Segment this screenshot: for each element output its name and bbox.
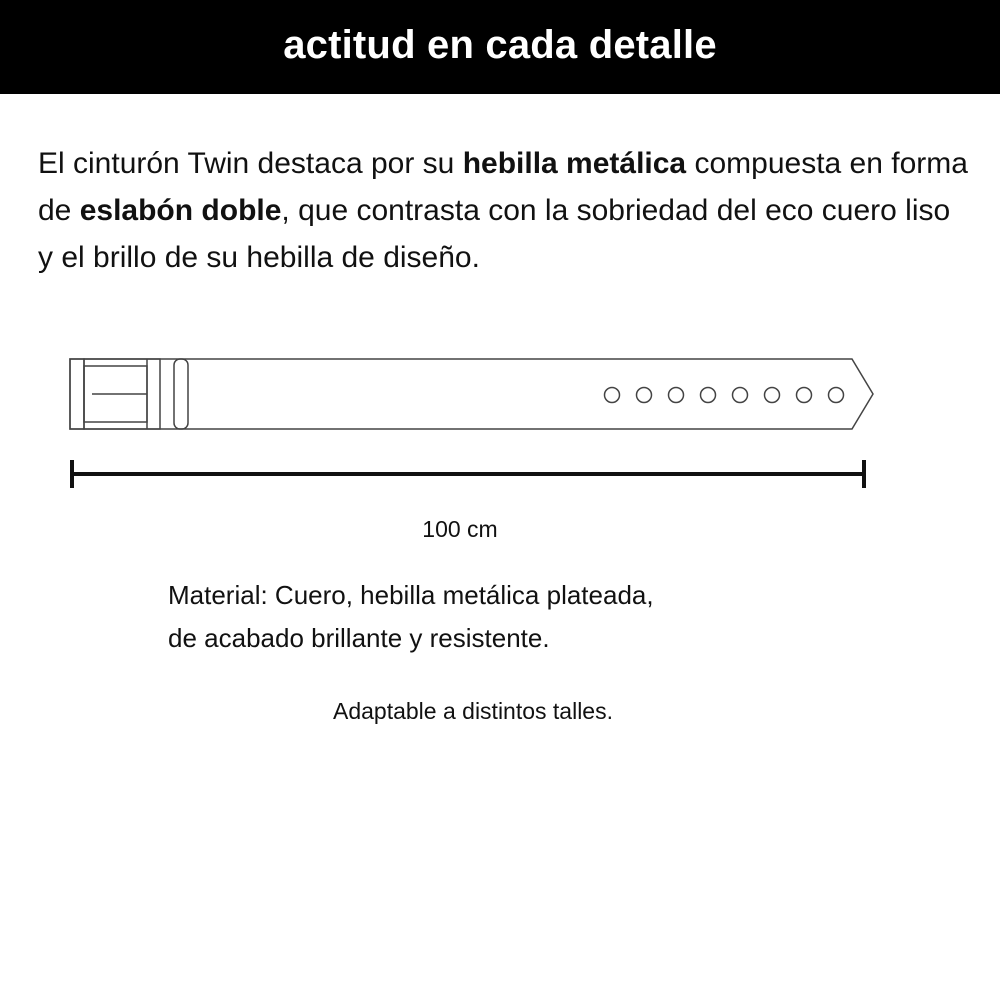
length-measure-line [0,455,1000,495]
material-line-1: Material: Cuero, hebilla metálica plateada, [168,580,654,610]
belt-hole [637,388,652,403]
belt-holes [605,388,844,403]
buckle-frame [70,359,84,429]
description-text-1: El cinturón Twin destaca por su [38,147,463,180]
belt-hole [797,388,812,403]
product-description [38,140,968,281]
description-bold-buckle: hebilla metálica [462,147,687,180]
belt-hole [701,388,716,403]
description-bold-link: eslabón doble [79,194,282,227]
banner-title: actitud en cada detalle [283,22,717,67]
belt-hole [829,388,844,403]
belt-hole [605,388,620,403]
description-text-2: compuesta en forma de [38,147,968,227]
belt-hole [733,388,748,403]
belt-strap [70,359,873,429]
belt-hole [765,388,780,403]
belt-loop [174,359,188,429]
belt-illustration [0,350,1000,440]
belt-hole [669,388,684,403]
material-info [168,574,868,660]
length-label: 100 cm [422,516,498,542]
sizing-note: Adaptable a distintos talles. [332,698,613,724]
description-text-3: , que contrasta con la sobriedad del eco cuero liso y el brillo de su hebilla de diseño. [38,194,951,274]
material-line-2: de acabado brillante y resistente. [168,623,550,653]
header-banner [0,0,1000,94]
